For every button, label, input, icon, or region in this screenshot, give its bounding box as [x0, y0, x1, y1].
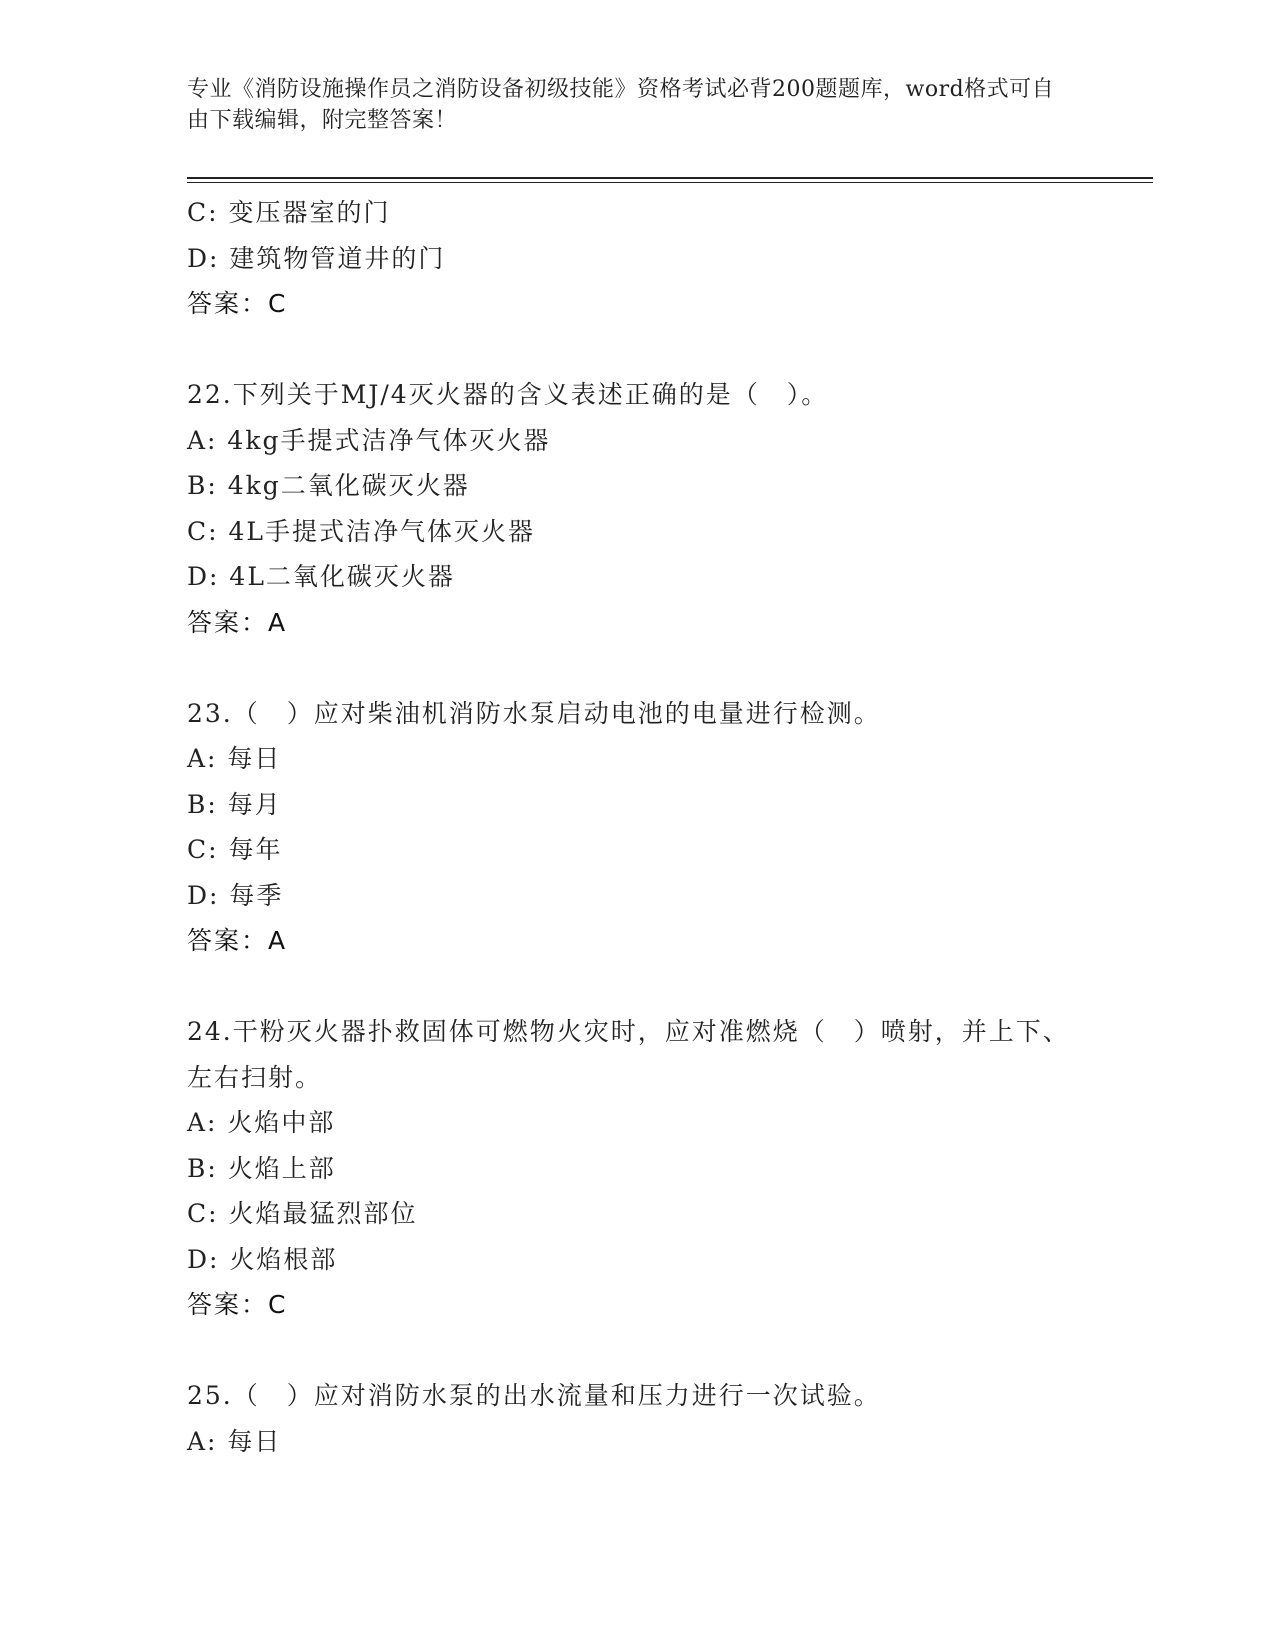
- answer-line: 答案：A: [187, 926, 288, 955]
- option-d: D: 建筑物管道井的门: [187, 243, 446, 273]
- document-header: [187, 74, 1067, 136]
- option-a: A: 每日: [187, 744, 282, 773]
- spacer: [187, 645, 1087, 691]
- question-stem: 24.干粉灭火器扑救固体可燃物火灾时，应对准燃烧（ ）喷射，并上下、左右扫射。: [187, 1017, 1070, 1092]
- answer-line: 答案：C: [187, 1290, 288, 1319]
- option-b: B: 火焰上部: [187, 1153, 336, 1183]
- spacer: [187, 964, 1087, 1010]
- option-d: D: 每季: [187, 880, 284, 910]
- option-b: B: 每月: [187, 789, 282, 819]
- question-22: [187, 372, 1087, 645]
- question-21-continued: [187, 190, 1087, 327]
- question-list: [187, 190, 1087, 1464]
- option-d: D: 火焰根部: [187, 1244, 338, 1274]
- spacer: [187, 327, 1087, 373]
- header-rule-thick: [187, 177, 1153, 179]
- option-a: A: 每日: [187, 1426, 282, 1456]
- question-stem: 22.下列关于MJ/4灭火器的含义表述正确的是（ ）。: [187, 380, 829, 409]
- question-23: [187, 691, 1087, 964]
- question-stem: 25.（ ）应对消防水泵的出水流量和压力进行一次试验。: [187, 1381, 881, 1410]
- header-rule-thin: [187, 182, 1153, 183]
- option-b: B: 4kg二氧化碳灭火器: [187, 471, 470, 500]
- option-d: D: 4L二氧化碳灭火器: [187, 562, 455, 591]
- question-stem: 23.（ ）应对柴油机消防水泵启动电池的电量进行检测。: [187, 698, 881, 728]
- option-c: C: 火焰最猛烈部位: [187, 1199, 418, 1228]
- option-a: A: 火焰中部: [187, 1108, 336, 1137]
- option-c: C: 变压器室的门: [187, 198, 391, 227]
- question-25: [187, 1373, 1087, 1464]
- answer-line: 答案：A: [187, 607, 288, 637]
- question-24: [187, 1009, 1087, 1328]
- spacer: [187, 1328, 1087, 1374]
- header-title: 专业《消防设施操作员之消防设备初级技能》资格考试必背200题题库，word格式可自由下载编辑，附完整答案！: [187, 77, 1055, 133]
- option-a: A: 4kg手提式洁净气体灭火器: [187, 425, 551, 455]
- option-c: C: 每年: [187, 835, 283, 864]
- answer-line: 答案：C: [187, 289, 288, 318]
- option-c: C: 4L手提式洁净气体灭火器: [187, 516, 536, 546]
